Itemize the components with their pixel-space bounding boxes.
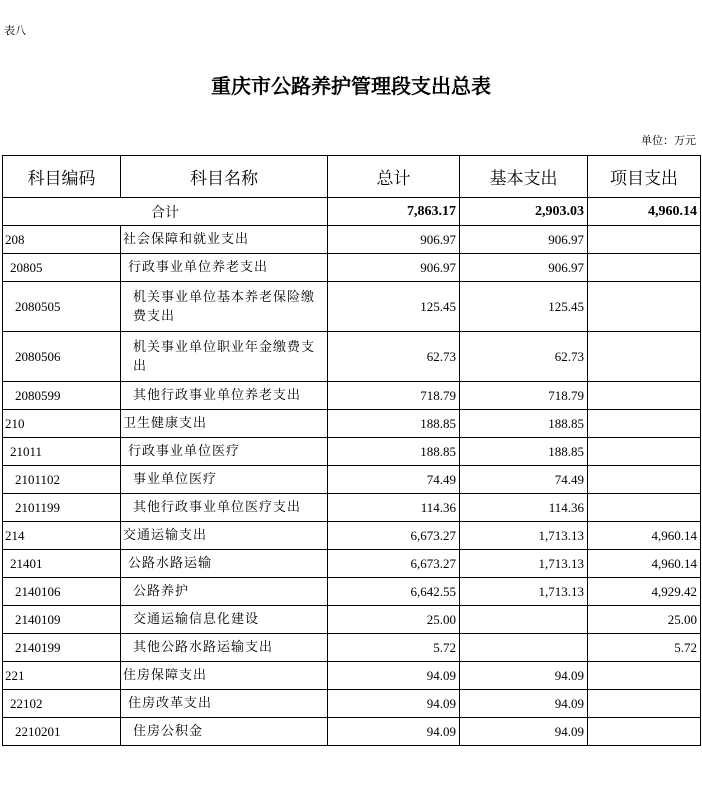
cell-code: 21401 [3,550,121,578]
cell-basic [460,634,588,662]
cell-code: 2080506 [3,332,121,382]
cell-total: 6,642.55 [328,578,460,606]
cell-name: 事业单位医疗 [121,466,328,494]
cell-project [588,690,701,718]
cell-name: 公路水路运输 [121,550,328,578]
cell-name: 其他公路水路运输支出 [121,634,328,662]
table-row [3,254,701,282]
cell-project: 4,960.14 [588,550,701,578]
cell-code: 2101199 [3,494,121,522]
cell-project [588,332,701,382]
cell-name: 住房保障支出 [121,662,328,690]
table-row [3,550,701,578]
total-label: 合计 [3,198,328,226]
table-row [3,606,701,634]
cell-project: 5.72 [588,634,701,662]
cell-name: 交通运输支出 [121,522,328,550]
table-row [3,226,701,254]
total-basic: 2,903.03 [460,198,588,226]
table-row [3,690,701,718]
cell-total: 25.00 [328,606,460,634]
cell-code: 2080599 [3,382,121,410]
cell-code: 2101102 [3,466,121,494]
total-project: 4,960.14 [588,198,701,226]
cell-total: 5.72 [328,634,460,662]
page-title: 重庆市公路养护管理段支出总表 [211,74,491,98]
cell-project [588,382,701,410]
cell-name: 交通运输信息化建设 [121,606,328,634]
cell-code: 208 [3,226,121,254]
cell-name: 公路养护 [121,578,328,606]
cell-project: 4,960.14 [588,522,701,550]
unit-note: 单位：万元 [641,134,696,147]
cell-total: 74.49 [328,466,460,494]
cell-total: 94.09 [328,662,460,690]
cell-total: 188.85 [328,438,460,466]
cell-name: 社会保障和就业支出 [121,226,328,254]
table-row [3,578,701,606]
cell-project [588,410,701,438]
document-label: 表八 [4,24,26,37]
cell-basic: 94.09 [460,690,588,718]
cell-basic: 1,713.13 [460,578,588,606]
cell-code: 2080505 [3,282,121,332]
cell-total: 94.09 [328,718,460,746]
table-row [3,332,701,382]
cell-name: 住房改革支出 [121,690,328,718]
cell-basic: 718.79 [460,382,588,410]
cell-basic: 188.85 [460,410,588,438]
cell-code: 2210201 [3,718,121,746]
cell-code: 221 [3,662,121,690]
cell-name: 卫生健康支出 [121,410,328,438]
cell-total: 125.45 [328,282,460,332]
table-row [3,494,701,522]
cell-name: 机关事业单位基本养老保险缴费支出 [121,282,328,332]
table-row [3,382,701,410]
cell-basic: 188.85 [460,438,588,466]
table-row [3,282,701,332]
cell-total: 6,673.27 [328,522,460,550]
table-row [3,410,701,438]
cell-total: 114.36 [328,494,460,522]
cell-basic: 62.73 [460,332,588,382]
cell-basic: 114.36 [460,494,588,522]
header-basic: 基本支出 [460,156,588,198]
cell-project [588,662,701,690]
cell-basic: 125.45 [460,282,588,332]
cell-code: 21011 [3,438,121,466]
cell-code: 210 [3,410,121,438]
cell-name: 其他行政事业单位养老支出 [121,382,328,410]
cell-code: 22102 [3,690,121,718]
cell-basic: 906.97 [460,226,588,254]
table-row [3,718,701,746]
cell-basic: 74.49 [460,466,588,494]
cell-basic: 906.97 [460,254,588,282]
cell-project [588,226,701,254]
total-row [3,198,701,226]
table-row [3,438,701,466]
cell-project [588,438,701,466]
cell-total: 94.09 [328,690,460,718]
cell-code: 214 [3,522,121,550]
table-row [3,634,701,662]
cell-total: 6,673.27 [328,550,460,578]
cell-code: 2140109 [3,606,121,634]
cell-total: 718.79 [328,382,460,410]
cell-code: 2140199 [3,634,121,662]
cell-code: 20805 [3,254,121,282]
cell-basic: 94.09 [460,662,588,690]
cell-project [588,282,701,332]
cell-project: 4,929.42 [588,578,701,606]
cell-name: 机关事业单位职业年金缴费支出 [121,332,328,382]
cell-total: 906.97 [328,254,460,282]
cell-basic: 1,713.13 [460,522,588,550]
cell-basic: 94.09 [460,718,588,746]
cell-code: 2140106 [3,578,121,606]
expenditure-table [2,155,701,746]
cell-basic: 1,713.13 [460,550,588,578]
table-row [3,466,701,494]
header-name: 科目名称 [121,156,328,198]
cell-total: 188.85 [328,410,460,438]
header-total: 总计 [328,156,460,198]
cell-project [588,466,701,494]
table-row [3,662,701,690]
total-total: 7,863.17 [328,198,460,226]
cell-name: 住房公积金 [121,718,328,746]
cell-name: 行政事业单位养老支出 [121,254,328,282]
cell-total: 906.97 [328,226,460,254]
table-row [3,522,701,550]
cell-name: 其他行政事业单位医疗支出 [121,494,328,522]
cell-basic [460,606,588,634]
cell-project [588,254,701,282]
cell-name: 行政事业单位医疗 [121,438,328,466]
header-code: 科目编码 [3,156,121,198]
cell-project: 25.00 [588,606,701,634]
cell-total: 62.73 [328,332,460,382]
cell-project [588,718,701,746]
cell-project [588,494,701,522]
header-project: 项目支出 [588,156,701,198]
table-header-row [3,156,701,198]
